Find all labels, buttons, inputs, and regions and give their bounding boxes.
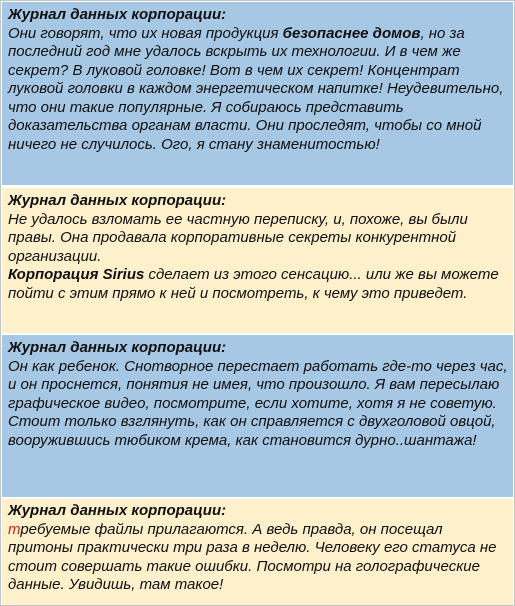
entry-text: Не удалось взломать ее частную переписку, и, похоже, вы были правы. Она продавала корпоративные секреты конкурентной организации.	[8, 210, 468, 265]
company-name: Корпорация Sirius	[8, 266, 145, 283]
log-entry-2	[2, 188, 513, 333]
log-entry-1	[2, 2, 513, 185]
entry-title: Журнал данных корпорации:	[8, 502, 227, 519]
entry-text: ребуемые файлы прилагаются. А ведь правда, он посещал притоны практически три раза в неделю. Человеку его статуса не стоит совершать такие ошибки. Посмотри на голографические данные. Увидишь, там такое!	[8, 520, 497, 593]
entry-title: Журнал данных корпорации:	[8, 6, 227, 23]
entry-text: сделает из этого сенсацию... или же вы можете пойти с этим прямо к ней и посмотреть, к чему это приведет.	[8, 266, 499, 302]
log-entry-4	[2, 499, 513, 605]
entry-title: Журнал данных корпорации:	[8, 339, 227, 356]
entry-text: Он как ребенок. Снотворное перестает работать где-то через час, и он проснется, понятия не имея, что произошло. Я вам пересылаю графическое видео, посмотрите, если хотите, хотя я не советую. Стоит только взглянуть, как он справляется с двухголовой овцой, вооружившись тюбиком крема, как становится дурно..шантажа!	[8, 357, 508, 449]
entry-title: Журнал данных корпорации:	[8, 192, 227, 209]
entry-highlight: безопаснее домов	[282, 24, 421, 42]
entry-text: Они говорят, что их новая продукция	[8, 24, 283, 42]
highlighted-first-letter: т	[8, 520, 21, 538]
log-entry-3	[2, 335, 513, 497]
entry-text: , но за последний год мне удалось вскрыть их технологии. И в чем же секрет? В луковой головке! Вот в чем их секрет! Концентрат луковой головки в каждом энергетическом напитке! Неудевительно, что они такие популярные. Я собираюсь представить доказательства органам власти. Они проследят, чтобы со мной ничего не случилось. Ого, я стану знаменитостью!	[8, 24, 504, 153]
